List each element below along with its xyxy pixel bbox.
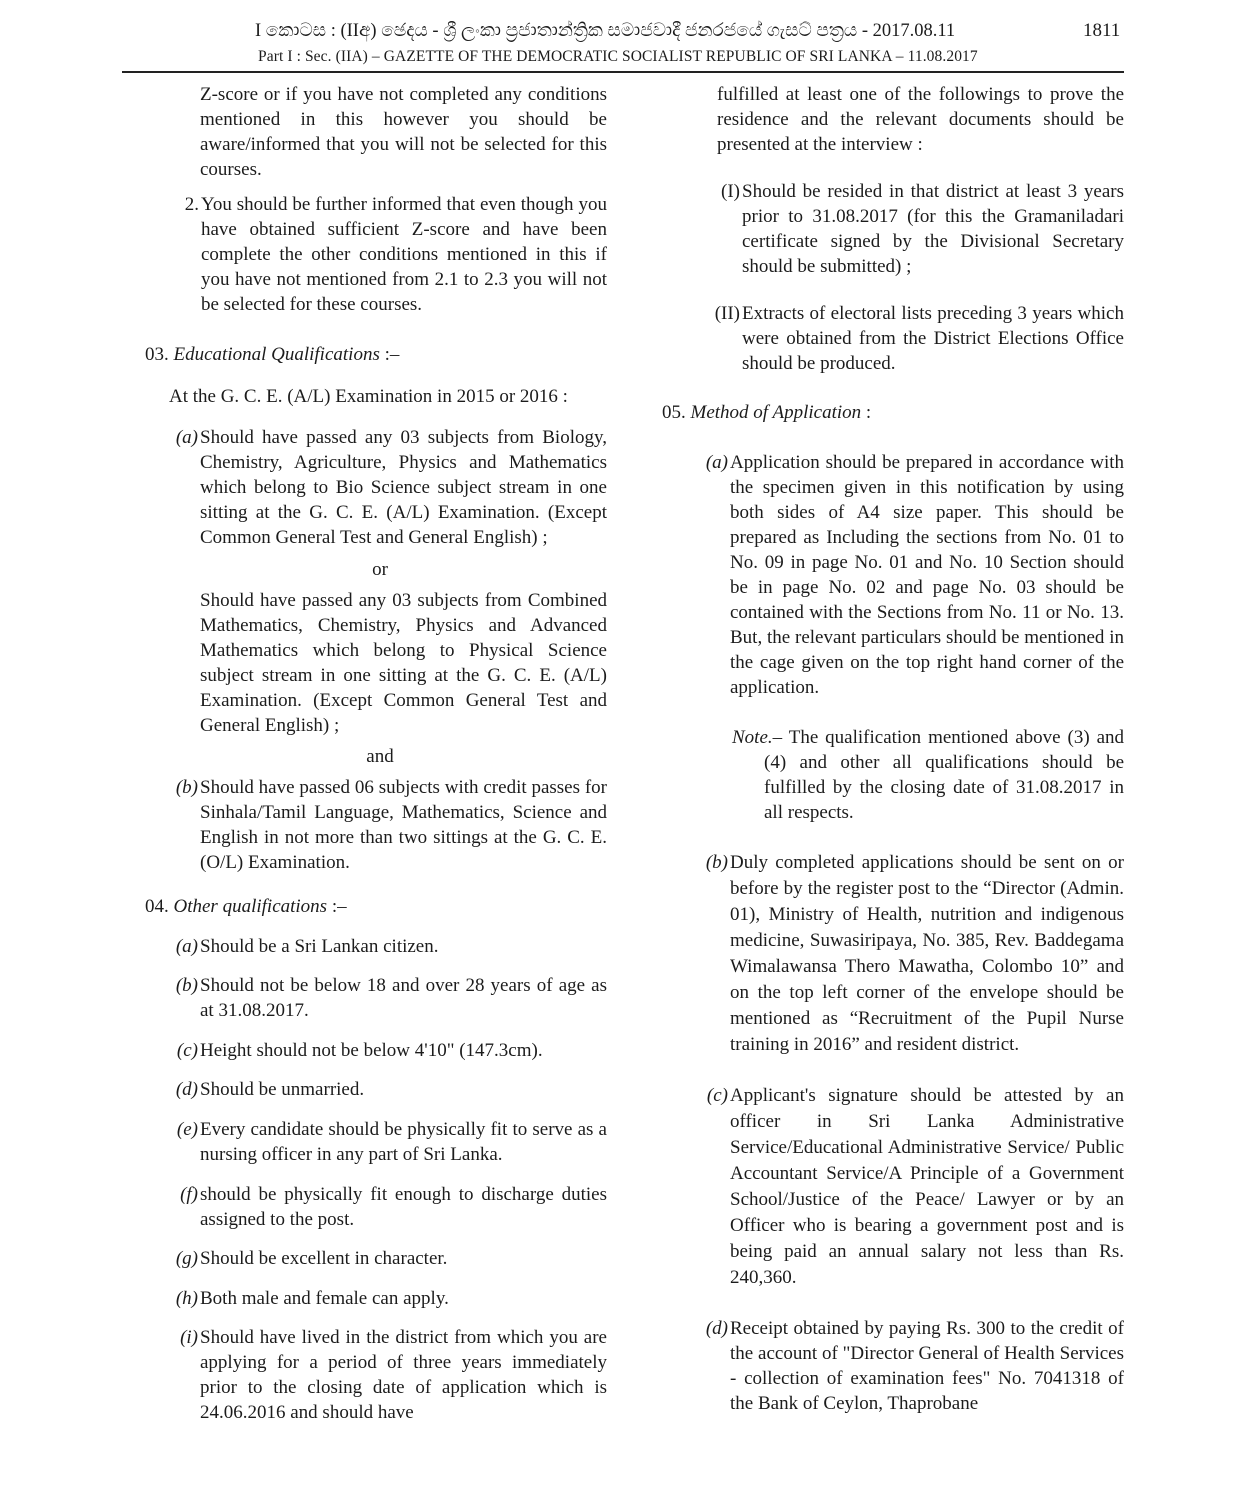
section-04-suffix: :–: [327, 896, 347, 917]
other-item-h: [145, 1286, 607, 1311]
other-item-d: [145, 1077, 607, 1102]
and-connector: and: [366, 746, 394, 767]
other-item-e-text: Every candidate should be physically fit to serve as a nursing officer in any part of Sri Lanka.: [200, 1119, 607, 1165]
section-05-title: Method of Application: [690, 402, 862, 423]
residence-continuation: fulfilled at least one of the followings to prove the residence and the relevant documents should be presented at the interview :: [717, 84, 1124, 155]
other-item-a: [145, 934, 607, 959]
method-item-d-label: (d): [705, 1318, 728, 1339]
english-running-head: Part I : Sec. (IIA) – GAZETTE OF THE DEMOCRATIC SOCIALIST REPUBLIC OF SRI LANKA – 11.08.2017: [258, 48, 978, 65]
page-number: 1811: [1083, 20, 1121, 41]
other-item-a-text: Should be a Sri Lankan citizen.: [200, 936, 439, 957]
other-item-e: [145, 1117, 607, 1167]
section-05-heading: [662, 400, 1124, 425]
residence-item-1-label: (I): [721, 181, 740, 202]
note-2: [145, 192, 607, 317]
method-item-a-label: (a): [705, 452, 728, 473]
section-03-heading: [145, 342, 607, 367]
section-04-title: Other qualifications: [173, 896, 328, 917]
method-item-c-text: Applicant's signature should be attested by an officer in Sri Lanka Administrative Service/Educational Administrative Service/ Public Accountant Service/A Principle of a Government School/Justice of the Peace/ Lawyer or by an Officer who is bearing a government post and is being paid an annual salary not less than Rs. 240,360.: [730, 1085, 1124, 1288]
residence-item-1-text: Should be resided in that district at least 3 years prior to 31.08.2017 (for this the Gramaniladari certificate signed by the Divisional Secretary should be submitted) ;: [742, 181, 1124, 277]
other-item-e-label: (e): [176, 1119, 198, 1140]
sinhala-running-head: I කොටස : (IIඅ) ඡෙදය - ශ්‍රී ලංකා ප්‍රජාතාන්ත්‍රික සමාජවාදී ජනරජයේ ගැසට් පත්‍රය - 2017.08.11: [255, 21, 956, 41]
note-2-label: 2.: [184, 194, 199, 215]
residence-item-2-text: Extracts of electoral lists preceding 3 years which were obtained from the District Elections Office should be produced.: [742, 303, 1124, 374]
section-04-number: 04.: [145, 896, 169, 917]
method-item-b-label: (b): [705, 852, 728, 873]
other-item-h-text: Both male and female can apply.: [200, 1288, 449, 1309]
residence-item-2-label: (II): [714, 303, 740, 324]
other-item-d-text: Should be unmarried.: [200, 1079, 365, 1100]
other-item-g-label: (g): [175, 1248, 198, 1269]
residence-item-2: [662, 301, 1124, 376]
other-item-g: [145, 1246, 607, 1271]
edu-item-a-text-2: Should have passed any 03 subjects from Combined Mathematics, Chemistry, Physics and Advanced Mathematics which belong to Physical Science subject stream in one sitting at the G. C. E. (A/L) Examination. (Except Common General Test and General English) ;: [200, 590, 607, 736]
method-item-d-text: Receipt obtained by paying Rs. 300 to the credit of the account of "Director General of Health Services - collection of examination fees" No. 7041318 of the Bank of Ceylon, Thaprobane: [730, 1318, 1124, 1414]
method-item-b-text: Duly completed applications should be sent on or before by the register post to the “Director (Admin. 01), Ministry of Health, nutrition and indigenous medicine, Suwasiripaya, No. 385, Rev. Baddegama Wimalawansa Thero Mawatha, Colombo 10” and on the top left corner of the envelope should be mentioned as “Recruitment of the Pupil Nurse training in 2016” and resident district.: [730, 852, 1124, 1055]
note-2-text: You should be further informed that even though you have obtained sufficient Z-score and have been complete the other conditions mentioned in this if you have not mentioned from 2.1 to 2.3 you will not be selected for these courses.: [201, 194, 607, 315]
edu-item-b: [145, 775, 607, 875]
residence-item-1: [662, 179, 1124, 279]
other-item-b-text: Should not be below 18 and over 28 years of age as at 31.08.2017.: [200, 975, 607, 1021]
other-item-i: [145, 1325, 607, 1425]
other-item-i-label: (i): [180, 1327, 198, 1348]
section-03-title: Educational Qualifications: [173, 344, 380, 365]
method-note-body: [732, 725, 1124, 825]
method-item-c: [662, 1083, 1124, 1291]
other-item-c-label: (c): [176, 1040, 198, 1061]
or-connector: or: [372, 559, 388, 580]
other-item-d-label: (d): [175, 1079, 198, 1100]
method-note: [662, 725, 1124, 825]
other-item-f: [145, 1182, 607, 1232]
method-note-text: – The qualification mentioned above (3) and (4) and other all qualifications should be fulfilled by the closing date of 31.08.2017 in all respects.: [764, 727, 1124, 823]
other-item-f-text: should be physically fit enough to discharge duties assigned to the post.: [200, 1184, 607, 1230]
edu-item-a-text-1: Should have passed any 03 subjects from Biology, Chemistry, Agriculture, Physics and Mathematics which belong to Bio Science subject stream in one sitting at the G. C. E. (A/L) Examination. (Except Common General Test and General English) ;: [200, 427, 607, 548]
section-05-number: 05.: [662, 402, 686, 423]
other-item-b-label: (b): [175, 975, 198, 996]
other-item-c-text: Height should not be below 4'10" (147.3cm).: [200, 1040, 543, 1061]
other-item-c: [145, 1038, 607, 1063]
method-note-label: Note.: [732, 727, 773, 748]
other-item-g-text: Should be excellent in character.: [200, 1248, 448, 1269]
method-item-c-label: (c): [706, 1085, 728, 1106]
section-03-intro: At the G. C. E. (A/L) Examination in 2015 or 2016 :: [169, 386, 568, 407]
method-item-d: [662, 1316, 1124, 1416]
section-03-number: 03.: [145, 344, 169, 365]
edu-item-b-text: Should have passed 06 subjects with credit passes for Sinhala/Tamil Language, Mathematics, Science and English in not more than two sittings at the G. C. E. (O/L) Examination.: [200, 777, 607, 873]
header-rule: [122, 71, 1124, 73]
left-column: [145, 82, 607, 1425]
method-item-a: [662, 450, 1124, 700]
other-item-b: [145, 973, 607, 1023]
method-item-b: [662, 850, 1124, 1058]
other-item-h-label: (h): [175, 1288, 198, 1309]
right-column: [662, 82, 1124, 1416]
other-item-i-text: Should have lived in the district from which you are applying for a period of three years immediately prior to the closing date of application which is 24.06.2016 and should have: [200, 1327, 607, 1423]
section-04-heading: [145, 894, 607, 919]
method-item-a-text: Application should be prepared in accordance with the specimen given in this notification by using both sides of A4 size paper. This should be prepared as Including the sections from No. 01 to No. 09 in page No. 01 and No. 10 Section should be in page No. 02 and page No. 03 should be contained with the Sections from No. 11 or No. 13. But, the relevant particulars should be mentioned in the cage given on the top right hand corner of the application.: [730, 452, 1124, 698]
edu-item-a: [145, 425, 607, 550]
section-03-suffix: :–: [379, 344, 400, 365]
other-item-a-label: (a): [175, 936, 198, 957]
section-05-suffix: :: [861, 402, 872, 423]
other-item-f-label: (f): [180, 1184, 198, 1205]
intro-continuation: Z-score or if you have not completed any conditions mentioned in this however you should be aware/informed that you will not be selected for this courses.: [200, 84, 607, 180]
edu-item-a-label: (a): [175, 427, 198, 448]
edu-item-b-label: (b): [175, 777, 198, 798]
